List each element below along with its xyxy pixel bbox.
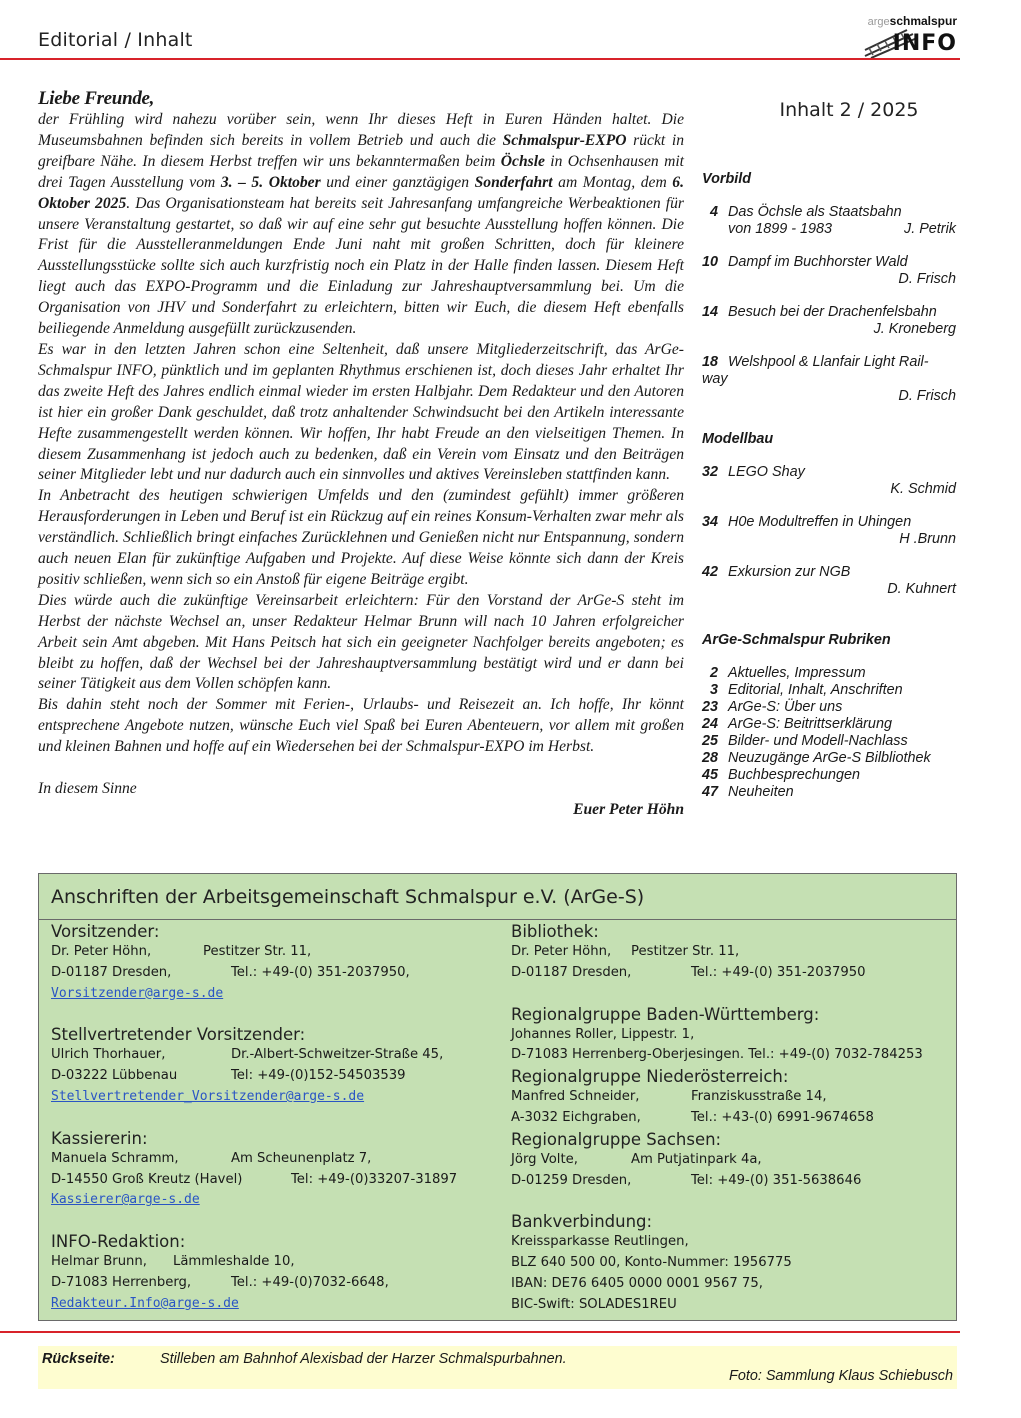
- toc-entry[interactable]: [702, 254, 956, 288]
- address-line: D-03222 Lübbenau Tel: +49-(0)152-54503539: [51, 1068, 406, 1084]
- table-of-contents: [702, 99, 956, 801]
- toc-entry-title: Exkursion zur NGB: [728, 564, 851, 580]
- toc-entry-title: Neuzugänge ArGe-S Bilbliothek: [728, 750, 931, 766]
- toc-page-number: 24: [702, 716, 719, 732]
- toc-entry-title-cont: von 1899 - 1983: [728, 221, 833, 237]
- address-line: Dr. Peter Höhn, Pestitzer Str. 11,: [51, 944, 312, 959]
- toc-page-number: 2: [709, 665, 718, 681]
- role-heading: INFO-Redaktion:: [51, 1232, 186, 1252]
- toc-entry-title: Neuheiten: [728, 784, 794, 800]
- toc-entry[interactable]: [702, 464, 956, 498]
- email-link[interactable]: Redakteur.Info@arge-s.de: [51, 1295, 239, 1311]
- email-link[interactable]: Kassierer@arge-s.de: [51, 1192, 200, 1208]
- addresses-left-column: [51, 921, 491, 1315]
- page-header: [38, 14, 959, 60]
- toc-page-number: 18: [702, 354, 719, 370]
- toc-entry[interactable]: [702, 354, 956, 405]
- address-line: D-01259 Dresden, Tel: +49-(0) 351-5638646: [511, 1172, 862, 1188]
- footer-divider: [0, 1331, 960, 1333]
- toc-entry[interactable]: [702, 733, 956, 750]
- address-line: BLZ 640 500 00, Konto-Nummer: 1956775: [511, 1255, 792, 1271]
- letter-paragraph: Dies würde auch die zukünftige Vereinsarbeit erleichtern: Für den Vorstand der ArGe-S steht im Herbst der nächste Wechsel an, unser Redakteur Helmar Brunn will nach 10 Jahren erfolgreicher Arbeit sein Amt abgeben. Mit Hans Peitsch hat sich ein geeigneter Nachfolger bereits angeboten; es bleibt zu hoffen, daß der Wechsel bei der Jahreshauptversammlung bestätigt wird und er dann bei seiner Tätigkeit aus dem Vollen schöpfen kann.: [38, 591, 684, 693]
- addresses-right-column: [511, 921, 951, 1316]
- letter-paragraph: der Frühling wird nahezu vorüber sein, wenn Ihr dieses Heft in Euren Händen haltet. Die Museumsbahnen befinden sich bereits in vollem Betrieb und auch die Schmalspur-EXPO rückt in greifbare Nähe. In diesem Herbst treffen wir uns bekanntermaßen beim Öchsle in Ochsenhausen mit drei Tagen Ausstellung vom 3. – 5. Oktober und einer ganztägigen Sonderfahrt am Montag, dem 6. Oktober 2025. Das Organisationsteam hat bereits seit Jahresanfang umfangreiche Werbeaktionen für unsere Veranstaltung gestartet, so daß wir auf eine sehr gut besuchte Ausstellung hoffen können. Die Frist für die Ausstelleranmeldungen Ende Juni naht mit großen Schritten, doch für kleinere Ausstellungsstücke sollte sich auch kurzfristig noch ein Platz in der Halle finden lassen. Diesem Heft liegt auch das EXPO-Programm und die Einladung zur Jahreshauptversammlung bei. Um die Organisation von JHV und Sonderfahrt zu erleichtern, bitten wir Euch, die diesem Heft ebenfalls beiliegende Anmeldung ausgefüllt zurückzusenden.: [38, 111, 685, 338]
- toc-entry-author: K. Schmid: [890, 481, 956, 497]
- magazine-logo: [863, 14, 959, 58]
- toc-entry[interactable]: [702, 204, 956, 238]
- toc-page-number: 25: [702, 733, 719, 749]
- toc-entry-author: J. Kroneberg: [873, 321, 956, 337]
- logo-info-text: INFO: [892, 31, 957, 56]
- address-line: A-3032 Eichgraben, Tel.: +43-(0) 6991-9674658: [511, 1109, 874, 1125]
- toc-page-number: 14: [702, 304, 719, 320]
- letter-paragraph: In Anbetracht des heutigen schwierigen Umfelds und den (zumindest gefühlt) immer größeren Herausforderungen in Leben und Beruf ist ein Rückzug auf ein reines Konsum-Verhalten zwar mehr als verständlich. Schließlich bringt einfaches Zurücklehnen und Genießen nicht nur Entspannung, sondern auch neuen Elan für zukünftige Aufgaben und Projekte. Auf diese Weise könnte sich dann der Kreis positiv schließen, wenn sich so ein Anstoß für eigene Beiträge ergibt.: [38, 487, 684, 588]
- toc-entry-title: Bilder- und Modell-Nachlass: [728, 733, 908, 749]
- toc-entry-author: D. Kuhnert: [887, 581, 956, 597]
- address-line: Helmar Brunn, Lämmleshalde 10,: [51, 1254, 295, 1270]
- toc-title: Inhalt 2 / 2025: [779, 99, 919, 121]
- toc-entry[interactable]: [702, 682, 956, 699]
- section-title: Editorial / Inhalt: [38, 29, 193, 51]
- toc-entry[interactable]: [702, 716, 956, 733]
- toc-entry-author: H .Brunn: [899, 531, 956, 547]
- backcover-caption: Stilleben am Bahnhof Alexisbad der Harzer Schmalspurbahnen.: [160, 1351, 567, 1367]
- toc-entry[interactable]: [702, 514, 956, 548]
- addresses-box: [38, 873, 957, 1321]
- toc-page-number: 47: [702, 784, 719, 800]
- toc-section-heading: Modellbau: [702, 431, 774, 447]
- toc-page-number: 32: [702, 464, 719, 480]
- address-line: Ulrich Thorhauer, Dr.-Albert-Schweitzer-Straße 45,: [51, 1047, 444, 1063]
- toc-section-heading: ArGe-Schmalspur Rubriken: [702, 632, 891, 648]
- address-line: Kreissparkasse Reutlingen,: [511, 1234, 689, 1250]
- role-heading: Vorsitzender:: [51, 922, 160, 941]
- address-line: Johannes Roller, Lippestr. 1,: [511, 1026, 695, 1042]
- toc-entry[interactable]: [702, 767, 956, 784]
- toc-entry[interactable]: [702, 784, 956, 801]
- toc-page-number: 4: [709, 204, 718, 220]
- role-heading: Regionalgruppe Sachsen:: [511, 1129, 722, 1149]
- toc-entry-title: Aktuelles, Impressum: [728, 665, 866, 681]
- toc-entry-title: Editorial, Inhalt, Anschriften: [728, 682, 903, 698]
- addresses-title: Anschriften der Arbeitsgemeinschaft Schmalspur e.V. (ArGe-S): [39, 874, 956, 920]
- toc-entry[interactable]: [702, 665, 956, 682]
- toc-entry[interactable]: [702, 304, 956, 338]
- letter-paragraph: Bis dahin steht noch der Sommer mit Ferien-, Urlaubs- und Reisezeit an. Ich hoffe, Ihr könnt entsprechene Angebote nutzen, wünsche Euch viel Spaß bei Euren Abenteuern, vor allem mit großen und kleinen Bahnen und hoffe auf ein Wiedersehen bei der Schmalspur-EXPO im Herbst.: [38, 696, 684, 756]
- letter-greeting: Liebe Freunde,: [38, 88, 155, 109]
- toc-page-number: 45: [702, 767, 719, 783]
- toc-section-heading: Vorbild: [702, 171, 752, 187]
- toc-entry-author: D. Frisch: [898, 388, 956, 404]
- toc-entry-title: Besuch bei der Drachenfelsbahn: [728, 304, 937, 320]
- toc-entry-author: D. Frisch: [898, 271, 956, 287]
- editorial-letter: [38, 88, 684, 821]
- toc-page-number: 10: [702, 254, 719, 270]
- photo-credit: Foto: Sammlung Klaus Schiebusch: [729, 1368, 953, 1384]
- toc-entry-title: Welshpool & Llanfair Light Rail-: [728, 354, 929, 370]
- email-link[interactable]: Vorsitzender@arge-s.de: [51, 985, 224, 1001]
- address-line: D-71083 Herrenberg-Oberjesingen. Tel.: +49-(0) 7032-784253: [511, 1047, 923, 1063]
- role-heading: Regionalgruppe Niederösterreich:: [511, 1067, 789, 1087]
- toc-page-number: 42: [702, 564, 719, 580]
- toc-entry-title: Dampf im Buchhorster Wald: [728, 254, 908, 270]
- toc-page-number: 28: [702, 750, 719, 766]
- address-line: Dr. Peter Höhn, Pestitzer Str. 11,: [511, 944, 740, 959]
- letter-signature: Euer Peter Höhn: [573, 801, 684, 818]
- address-line: IBAN: DE76 6405 0000 0001 9567 75,: [511, 1275, 763, 1291]
- backcover-note: [38, 1346, 957, 1389]
- email-link[interactable]: Stellvertretender_Vorsitzender@arge-s.de: [51, 1088, 365, 1104]
- toc-entry-author: J. Petrik: [904, 221, 956, 237]
- address-line: D-01187 Dresden, Tel.: +49-(0) 351-2037950,: [51, 964, 410, 980]
- header-divider: [0, 58, 960, 60]
- address-line: D-71083 Herrenberg, Tel.: +49-(0)7032-6648,: [51, 1274, 389, 1290]
- address-line: BIC-Swift: SOLADES1REU: [511, 1296, 677, 1312]
- letter-closing: In diesem Sinne: [38, 780, 137, 798]
- address-line: D-14550 Groß Kreutz (Havel) Tel: +49-(0)33207-31897: [51, 1171, 458, 1187]
- backcover-label: Rückseite:: [42, 1351, 115, 1367]
- role-heading: Stellvertretender Vorsitzender:: [51, 1025, 306, 1045]
- role-heading: Bibliothek:: [511, 922, 599, 941]
- toc-entry-title: Das Öchsle als Staatsbahn: [728, 204, 902, 220]
- toc-page-number: 23: [702, 699, 719, 715]
- address-line: D-01187 Dresden, Tel.: +49-(0) 351-2037950: [511, 964, 866, 980]
- toc-entry[interactable]: [702, 564, 956, 598]
- toc-page-number: 3: [709, 682, 718, 698]
- toc-entry-title: LEGO Shay: [728, 464, 805, 480]
- toc-entry-title: H0e Modultreffen in Uhingen: [728, 514, 912, 530]
- letter-paragraph: Es war in den letzten Jahren schon eine Seltenheit, daß unsere Mitgliederzeitschrift, das ArGe-Schmalspur INFO, pünktlich und im geplanten Rhythmus erschienen ist, doch dieses Jahr erhaltet Ihr das zweite Heft des Jahres endlich einmal wieder im ersten Halbjahr. Dem Redakteur und den Autoren ist hier ein großer Dank geschuldet, daß trotz anhaltender Schwindsucht bei den Artikeln interessante Hefte zusammengestellt werden können. Wir hoffen, Ihr habt Freude an den vielseitigen Themen. In diesem Zusammenhang ist jedoch auch zu bedenken, daß ein Verein vom Einsatz und den Beiträgen seiner Mitglieder lebt und nur dadurch auch ein sinnvolles und aktives Vereinsleben stattfinden kann.: [38, 340, 684, 484]
- address-line: Jörg Volte, Am Putjatinpark 4a,: [511, 1151, 762, 1167]
- toc-page-number: 34: [702, 514, 719, 530]
- toc-entry-title: Buchbesprechungen: [728, 767, 861, 783]
- toc-entry[interactable]: [702, 699, 956, 716]
- address-line: Manfred Schneider, Franziskusstraße 14,: [511, 1089, 827, 1105]
- role-heading: Regionalgruppe Baden-Württemberg:: [511, 1004, 820, 1024]
- toc-entry-title: ArGe-S: Über uns: [728, 699, 843, 715]
- logo-wordmark: argeschmalspur: [867, 14, 957, 28]
- address-line: Manuela Schramm, Am Scheunenplatz 7,: [51, 1150, 372, 1166]
- role-heading: Kassiererin:: [51, 1128, 148, 1148]
- toc-entry-title-cont: way: [702, 371, 728, 387]
- role-heading: Bankverbindung:: [511, 1212, 653, 1232]
- toc-entry-title: ArGe-S: Beitrittserklärung: [728, 716, 892, 732]
- toc-entry[interactable]: [702, 750, 956, 767]
